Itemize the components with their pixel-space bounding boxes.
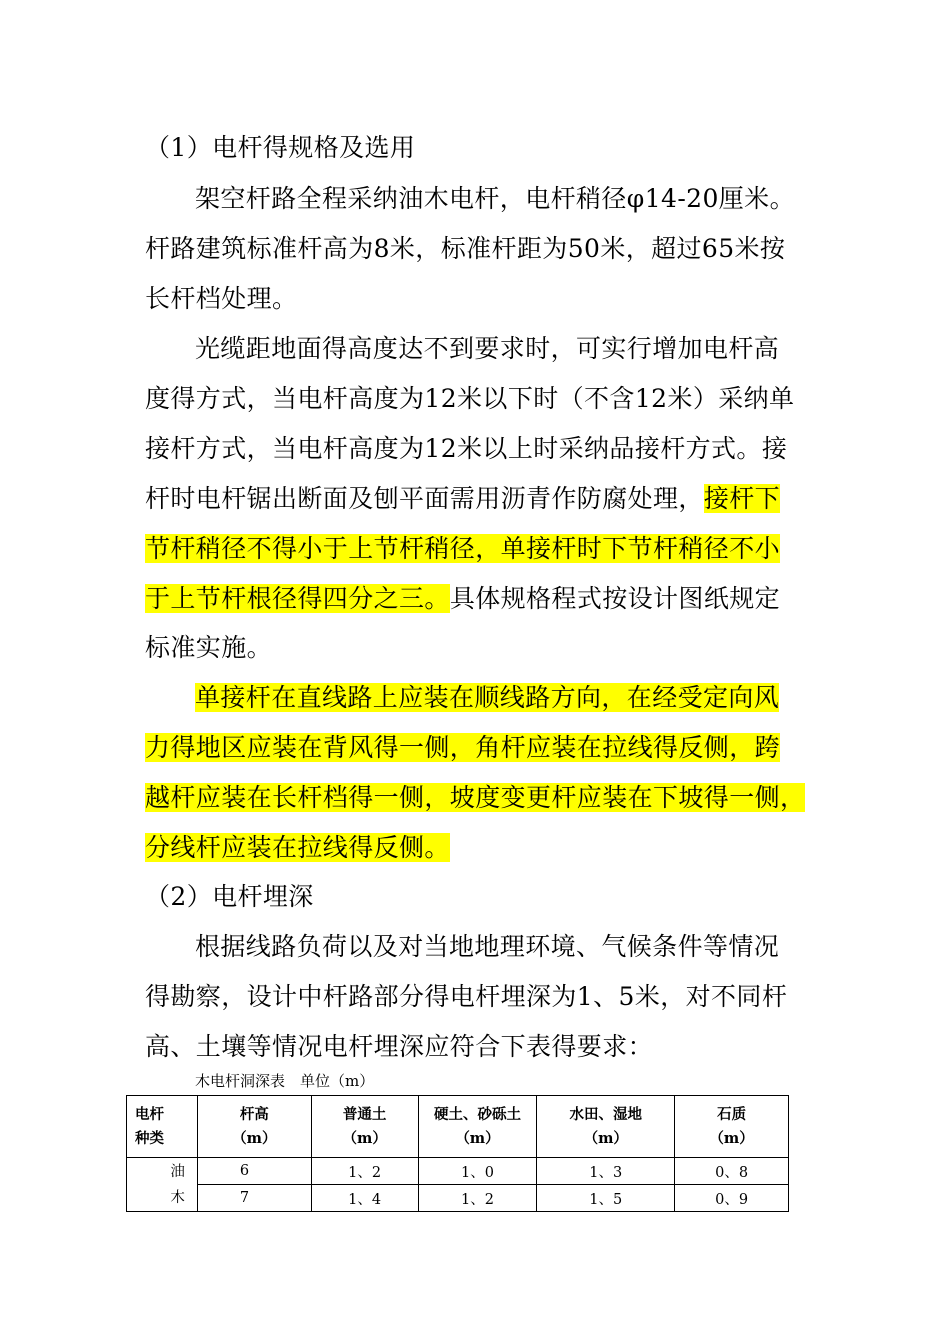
paragraph-line	[145, 531, 780, 567]
table-row	[127, 1185, 789, 1212]
table-caption: 木电杆洞深表 单位（m）	[195, 1072, 375, 1090]
paragraph-line: 度得方式，当电杆高度为12米以下时（不含12米）采纳单	[145, 384, 795, 413]
section-heading-burial-depth: （2）电杆埋深	[145, 882, 314, 911]
paragraph-line: 得勘察，设计中杆路部分得电杆埋深为1、5米，对不同杆	[145, 982, 788, 1011]
column-header: 普通土 （m）	[311, 1096, 418, 1158]
table-row	[127, 1158, 789, 1185]
highlighted-text: 于上节杆根径得四分之三。	[145, 584, 450, 613]
highlighted-text: 分线杆应装在拉线得反侧。	[145, 833, 450, 862]
table-cell: 0、8	[675, 1158, 789, 1185]
paragraph-line: 高、土壤等情况电杆埋深应符合下表得要求：	[145, 1032, 654, 1061]
table-cell: 7	[197, 1185, 311, 1212]
paragraph-line	[145, 830, 450, 866]
highlighted-text: 力得地区应装在背风得一侧，角杆应装在拉线得反侧，跨	[145, 733, 781, 762]
column-header: 电杆 种类	[127, 1096, 198, 1158]
pole-kind-cell: 油 木	[127, 1158, 198, 1212]
table-header-row	[127, 1096, 789, 1158]
table-cell: 1、2	[418, 1185, 537, 1212]
section-heading-pole-spec: （1）电杆得规格及选用	[145, 133, 416, 162]
column-header: 石质 （m）	[675, 1096, 789, 1158]
paragraph-line	[145, 481, 780, 517]
paragraph-line	[195, 680, 779, 716]
highlighted-text: 单接杆在直线路上应装在顺线路方向，在经受定向风	[195, 683, 780, 712]
paragraph-line: 光缆距地面得高度达不到要求时，可实行增加电杆高	[195, 334, 780, 363]
paragraph-text: 杆时电杆锯出断面及刨平面需用沥青作防腐处理，	[145, 484, 704, 513]
paragraph-text: 具体规格程式按设计图纸规定	[449, 584, 781, 613]
highlighted-text: 节杆稍径不得小于上节杆稍径，单接杆时下节杆稍径不小	[145, 534, 781, 563]
paragraph-line	[145, 730, 780, 766]
paragraph-line: 根据线路负荷以及对当地地理环境、气候条件等情况	[195, 932, 780, 961]
paragraph-line: 接杆方式，当电杆高度为12米以上时采纳品接杆方式。接	[145, 434, 788, 463]
table-cell: 6	[197, 1158, 311, 1185]
burial-depth-table	[126, 1095, 789, 1212]
paragraph-line	[145, 780, 805, 816]
table-cell: 1、5	[537, 1185, 675, 1212]
column-header: 水田、湿地 （m）	[537, 1096, 675, 1158]
paragraph-line: 长杆档处理。	[145, 284, 298, 313]
table-cell: 1、2	[311, 1158, 418, 1185]
column-header: 硬土、砂砾土 （m）	[418, 1096, 537, 1158]
highlighted-text: 越杆应装在长杆档得一侧，坡度变更杆应装在下坡得一侧，	[145, 783, 806, 812]
highlighted-text: 接杆下	[703, 484, 781, 513]
paragraph-line: 杆路建筑标准杆高为8米，标准杆距为50米，超过65米按	[145, 234, 786, 263]
table-cell: 0、9	[675, 1185, 789, 1212]
column-header: 杆高 （m）	[197, 1096, 311, 1158]
table-cell: 1、4	[311, 1185, 418, 1212]
paragraph-line	[145, 581, 780, 617]
paragraph-line: 标准实施。	[145, 633, 273, 662]
table-cell: 1、3	[537, 1158, 675, 1185]
table-cell: 1、0	[418, 1158, 537, 1185]
paragraph-line: 架空杆路全程采纳油木电杆，电杆稍径φ14-20厘米。	[195, 184, 795, 213]
